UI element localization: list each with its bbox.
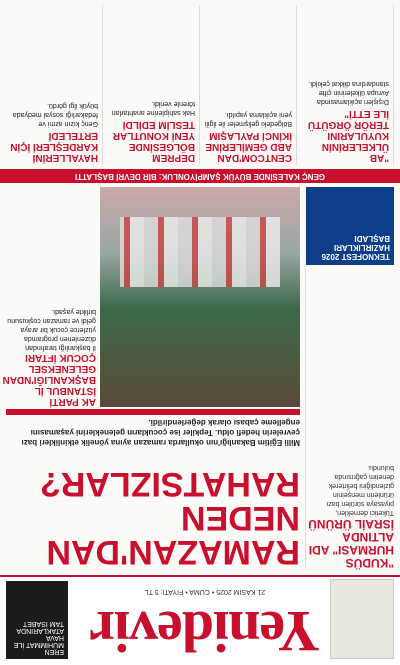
strip-story-3 [103, 5, 200, 165]
strip-story-title: "AB ÜLKELERİNİN KUYULARINI TERÖR ÖRGÜTÜ İLE ETTİ" [307, 108, 389, 163]
header [0, 575, 400, 665]
strip-story-title: CENTCOM'DAN ABD GEMİLERİNE İKİNCİ PAYLAŞIM [205, 130, 292, 163]
headline-line-3: RAHATSIZLAR? [40, 465, 300, 503]
teknofest-title: TEKNOFEST 2026 HAZIRLIKLARI BAŞLADI [321, 234, 390, 261]
children-photo-detail [120, 217, 280, 287]
side-story [2, 187, 96, 407]
promo-image-left [330, 579, 394, 659]
strip-story-text: Genç kızın azmi ve fedakarlığı sosyal medyada büyük ilgi gördü. [12, 102, 98, 127]
strip-story-4 [6, 5, 103, 165]
strip-story-title: DEPREM BÖLGESİNDE YENİ KONUTLAR TESLİM EDİLDİ [112, 119, 195, 163]
bottom-strip [6, 5, 394, 165]
masthead-title: Yenidevir [90, 599, 320, 664]
strip-story-text: Dışişleri açıklamasında Avrupa ülkelerinin çifte standardına dikkat çekildi. [308, 80, 389, 105]
red-ribbon [6, 409, 300, 415]
masthead-tagline: 21 KASIM 2025 • CUMA • FİYATI: 5 TL [144, 588, 266, 595]
left-column [305, 269, 394, 569]
teknofest-box [306, 187, 394, 265]
main-headline [6, 445, 300, 569]
main-photo [100, 187, 300, 407]
strip-story-text: Hak sahiplerine anahtarları törenle verildi. [111, 100, 195, 116]
strip-story-1 [297, 5, 394, 165]
side-story-title: AK PARTİ İSTANBUL İL BAŞKANLIĞI'NDAN GELENEKSEL ÇOCUK İFTARI [2, 352, 96, 407]
headline-line-1: RAMAZAN'DAN [46, 533, 300, 571]
strip-story-title: HAYALLERİNİ KARDEŞLERİ İÇİN ERTELEDİ [10, 130, 98, 163]
strip-story-text: Bölgedeki gelişmeler ile ilgili yeni açıklama yapıldı. [204, 111, 292, 127]
left-column-title: "KUDÜS HURMASI" ADI ALTINDA İSRAİL ÜRÜNÜ [308, 517, 394, 570]
bottom-red-bar: GENÇ KALESİNDE BÜYÜK ŞAMPİYONLUK: BİR DEVRİ BAŞLATTI [0, 169, 400, 183]
strip-story-2 [200, 5, 297, 165]
left-column-text: Tüketici dernekleri, piyasaya sürülen bazı ürünlerin menşeinin gizlendiğini belirterek denetim çağrısında bulundu. [326, 464, 394, 516]
side-story-text: İl başkanlığı tarafından düzenlenen programda yüzlerce çocuk bir araya geldi ve ramazan coşkusunu birlikte yaşadı. [7, 308, 96, 351]
promo-box-right [6, 581, 68, 659]
main-lede: Milli Eğitim Bakanlığı'nın okullarda ramazan ayına yönelik etkinlikleri bazı çevrelerin hedefi oldu. Tepkiler ise çocukların geleneklerini yaşamasını engelleme çabası olarak değerlendirildi. [21, 418, 300, 447]
promo-text: EREN MÜHİMMAT İLE HAVA ATAKLARINDA TAM İSABET [13, 620, 64, 655]
headline-line-2: NEDEN [180, 499, 300, 537]
